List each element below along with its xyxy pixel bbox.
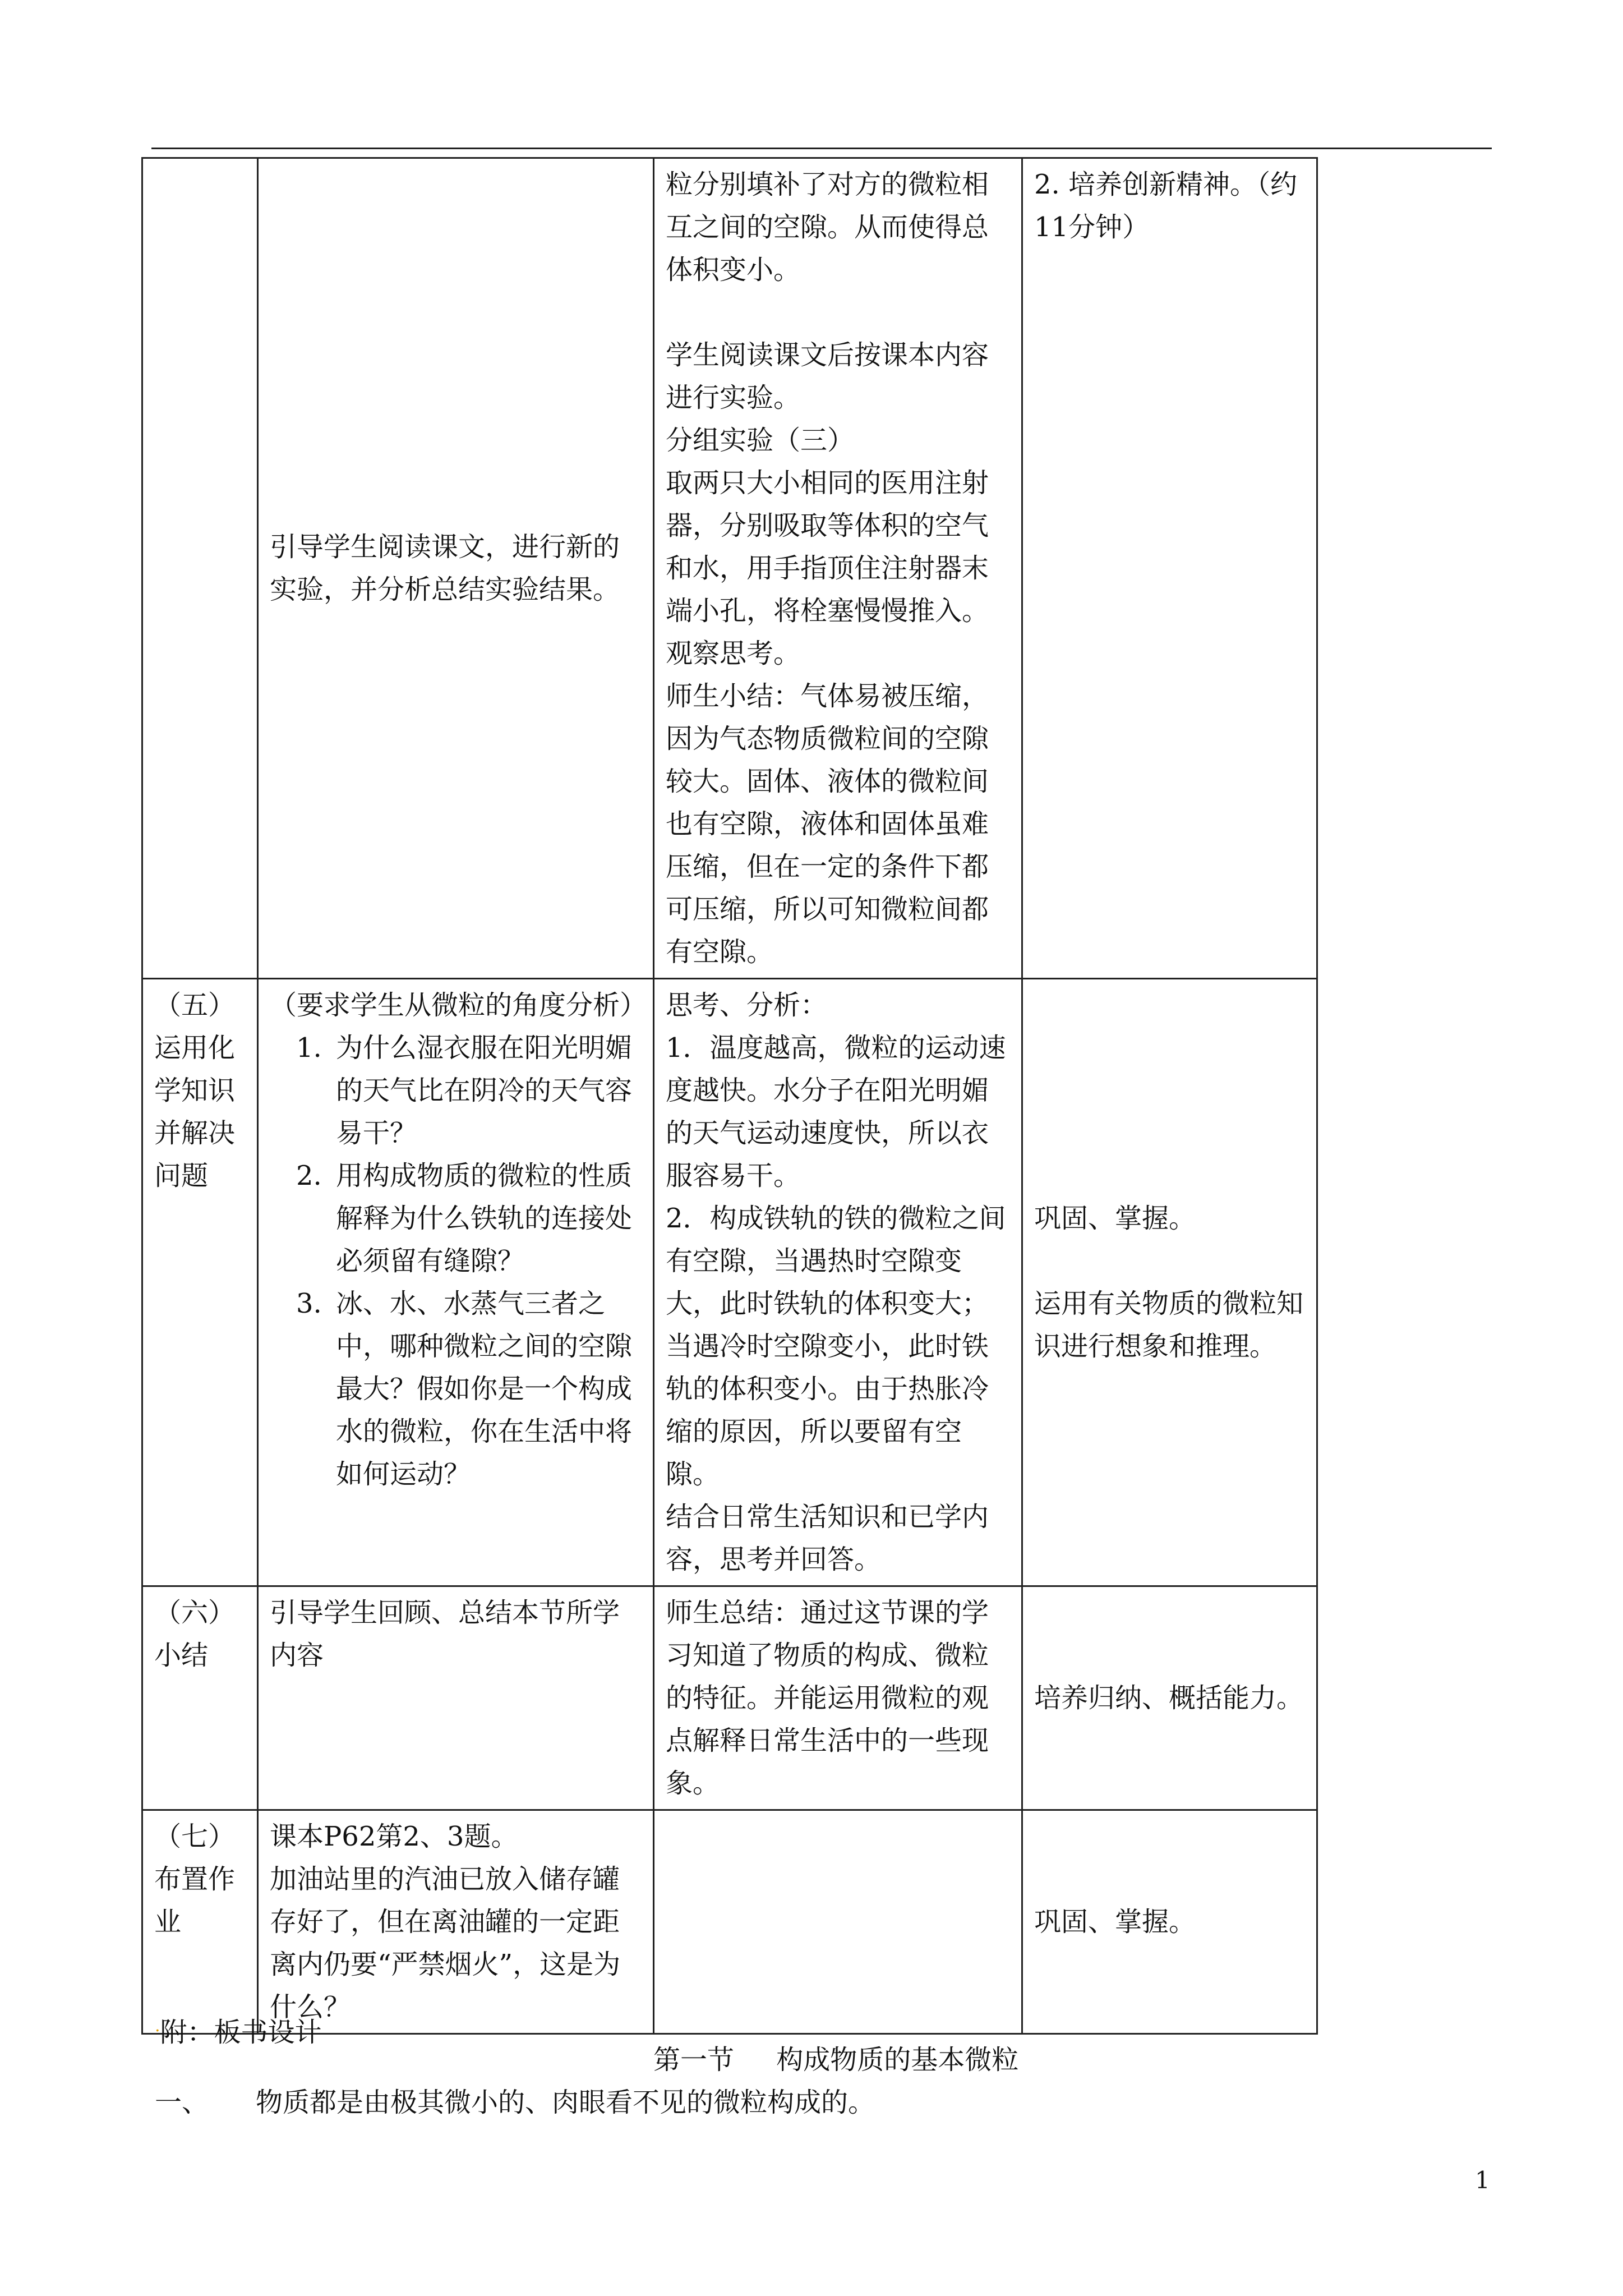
board-point [155,2086,875,2119]
teacher-activity-cell: 课本P62第2、3题。 加油站里的汽油已放入储存罐存好了，但在离油罐的一定距离内仍要“严禁烟火”，这是为什么？ [258,1810,654,2034]
board-point-text: 物质都是由极其微小的、肉眼看不见的微粒构成的。 [256,2087,875,2118]
lesson-plan-table [141,157,1318,2035]
teacher-intro: （要求学生从微粒的角度分析） [270,990,647,1021]
stage-cell: （七） 布置作业 [142,1810,258,2034]
design-intent-cell: 巩固、掌握。 运用有关物质的微粒知识进行想象和推理。 [1022,979,1317,1586]
stage-cell: （六） 小结 [142,1586,258,1810]
list-item: 3. 冰、水、水蒸气三者之中，哪种微粒之间的空隙最大？假如你是一个构成水的微粒，你在生活中将如何运动？ [330,1282,642,1496]
stage-cell: （五） 运用化学知识并解决问题 [142,979,258,1586]
design-intent-cell: 2. 培养创新精神。（约11分钟） [1022,158,1317,979]
table-row [142,1586,1317,1810]
table-row [142,158,1317,979]
list-item: 1. 为什么湿衣服在阳光明媚的天气比在阴冷的天气容易干？ [330,1027,642,1154]
teacher-activity-cell: 引导学生阅读课文，进行新的实验，并分析总结实验结果。 [258,158,654,979]
board-title: 第一节 构成物质的基本微粒 [653,2044,1019,2076]
header-rule [151,148,1492,149]
student-activity-cell: 思考、分析： 1．温度越高，微粒的运动速度越快。水分子在阳光明媚的天气运动速度快，所以衣服容易干。 2．构成铁轨的铁的微粒之间有空隙，当遇热时空隙变大，此时铁轨的体积变大；当遇冷时空隙变小，此时铁轨的体积变小。由于热胀冷缩的原因，所以要留有空隙。 结合日常生活知识和已学内容，思考并回答。 [654,979,1022,1586]
design-intent-cell: 巩固、掌握。 [1022,1810,1317,2034]
appendix-heading: .附：板书设计 [155,2016,322,2048]
page-number: 1 [1475,2166,1490,2194]
student-activity-cell: 粒分别填补了对方的微粒相互之间的空隙。从而使得总体积变小。 学生阅读课文后按课本内容进行实验。 分组实验（三） 取两只大小相同的医用注射器，分别吸取等体积的空气和水，用手指顶住注射器末端小孔，将栓塞慢慢推入。观察思考。 师生小结：气体易被压缩，因为气态物质微粒间的空隙较大。固体、液体的微粒间也有空隙，液体和固体虽难压缩，但在一定的条件下都可压缩，所以可知微粒间都有空隙。 [654,158,1022,979]
teacher-activity-cell [258,979,654,1586]
board-point-number: 一、 [155,2087,209,2118]
question-list [270,1027,642,1496]
list-item: 2. 用构成物质的微粒的性质解释为什么铁轨的连接处必须留有缝隙？ [330,1154,642,1282]
student-activity-cell [654,1810,1022,2034]
student-activity-cell: 师生总结：通过这节课的学习知道了物质的构成、微粒的特征。并能运用微粒的观点解释日常生活中的一些现象。 [654,1586,1022,1810]
table-row [142,1810,1317,2034]
marker-dot: . [155,2016,160,2036]
teacher-activity-cell: 引导学生回顾、总结本节所学内容 [258,1586,654,1810]
design-intent-cell: 培养归纳、概括能力。 [1022,1586,1317,1810]
table-row [142,979,1317,1586]
stage-cell [142,158,258,979]
